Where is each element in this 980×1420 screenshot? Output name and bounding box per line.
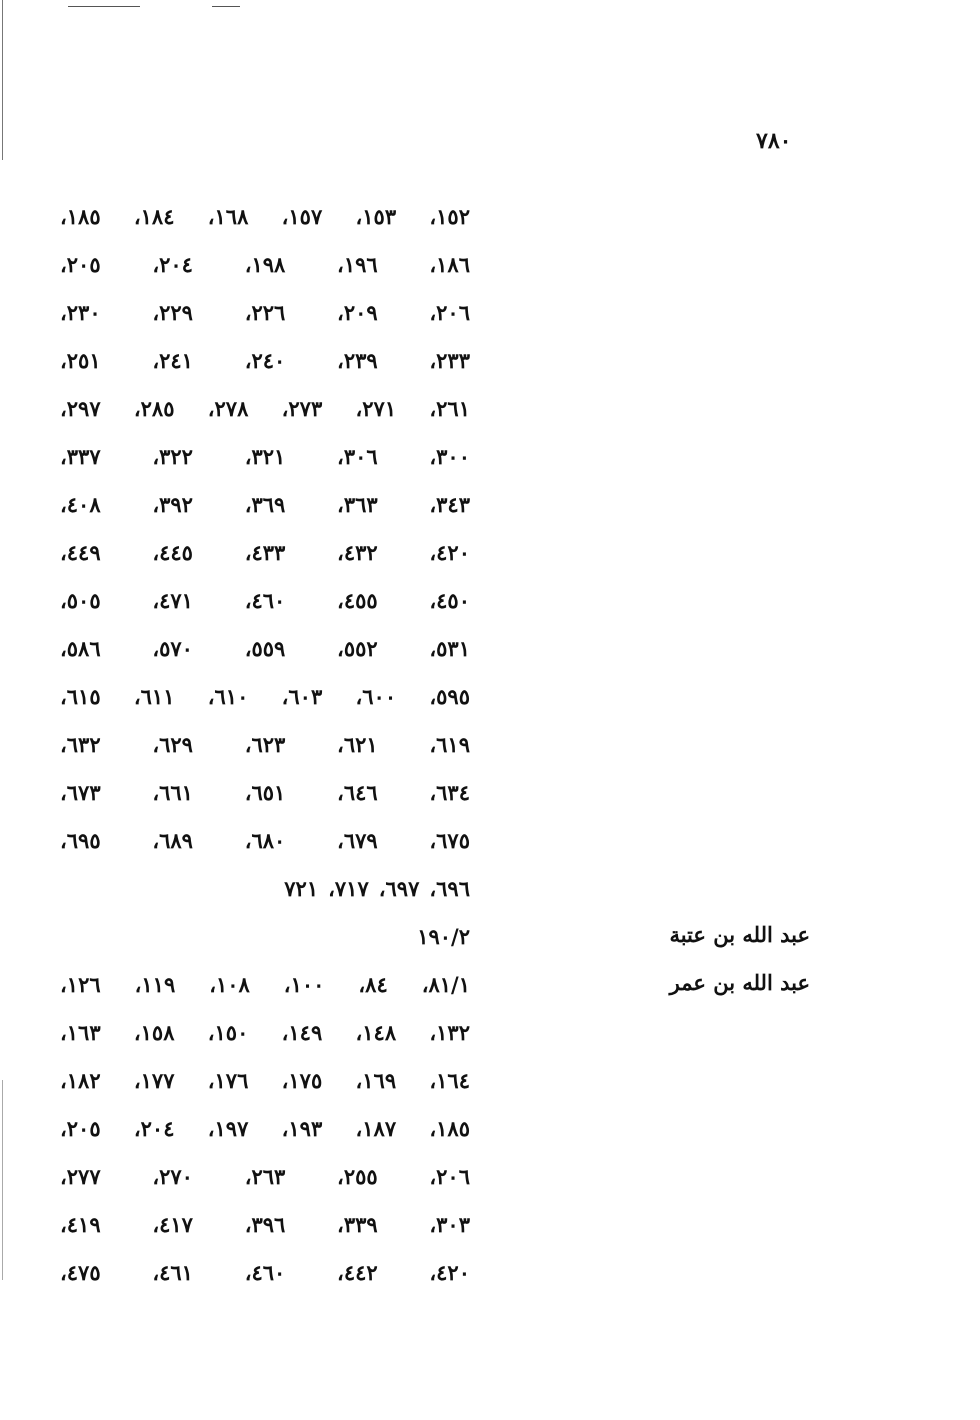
reference-row: [60, 720, 470, 768]
reference-row: [60, 768, 470, 816]
page-reference: ٤٣٢،: [337, 539, 378, 565]
reference-row: [60, 432, 470, 480]
reference-row: [60, 384, 470, 432]
reference-row: [60, 288, 470, 336]
page-reference: ٣٠٠،: [429, 443, 470, 469]
page-reference: ١٤٨،: [355, 1019, 397, 1045]
page-reference: ١٦٩،: [355, 1067, 397, 1093]
page-reference: ٤٥٠،: [429, 587, 470, 613]
reference-row: [60, 192, 470, 240]
page-reference: ٢٨٥،: [133, 395, 175, 421]
entry-references: [60, 912, 470, 960]
page-reference: ٦٢١،: [337, 731, 378, 757]
page-reference: ٦٧٣،: [60, 779, 101, 805]
reference-row: [60, 816, 470, 864]
page-reference: ١٨٦،: [429, 251, 470, 277]
page-reference: ٢٣٣،: [429, 347, 470, 373]
page-reference: ٣٢١،: [244, 443, 286, 469]
reference-row: [60, 336, 470, 384]
page-reference: ٢٥٥،: [337, 1163, 378, 1189]
page-reference: ٦٢٩،: [152, 731, 193, 757]
page-reference: ٥٩٥،: [429, 683, 470, 709]
page-reference: ٧١٧،: [328, 875, 369, 901]
reference-row: [60, 1008, 470, 1056]
page-reference: ٢٦٣،: [244, 1163, 286, 1189]
page-reference: ٦٨٠،: [244, 827, 286, 853]
page-reference: ٣٤٣،: [429, 491, 470, 517]
page-reference: ٢٧٧،: [60, 1163, 101, 1189]
page-reference: ٣٣٩،: [337, 1211, 378, 1237]
page-reference: ١٢٦،: [60, 971, 101, 997]
page-reference: ٤٧١،: [152, 587, 193, 613]
page-reference: ٢٠٦،: [429, 299, 470, 325]
page-reference: ٢٩٧،: [60, 395, 101, 421]
page-reference: ٢٢٩،: [152, 299, 193, 325]
page-reference: ٢٥١،: [60, 347, 101, 373]
page-reference: ٦٥١،: [244, 779, 286, 805]
reference-row: [60, 528, 470, 576]
page-reference: ٤٦١،: [152, 1259, 193, 1285]
page-reference: ٦٧٩،: [337, 827, 378, 853]
page-reference: ٦٠٠،: [355, 683, 397, 709]
page-reference: ١٦٤،: [429, 1067, 470, 1093]
page-edge-line: [2, 0, 3, 160]
page-reference: ٦١٥،: [60, 683, 101, 709]
page-reference: ٤٢٠،: [429, 539, 470, 565]
page-reference: ٤٦٠،: [244, 1259, 286, 1285]
page-reference: ٤١٧،: [152, 1211, 193, 1237]
page-reference: ٦٧٥،: [429, 827, 470, 853]
page-reference: ٦١١،: [133, 683, 175, 709]
page-reference: ٦٨٩،: [152, 827, 193, 853]
page-reference: ١٨٥،: [429, 1115, 470, 1141]
page-reference: ٦١٠،: [207, 683, 249, 709]
page-reference: ١٥٧،: [281, 203, 323, 229]
page-reference: ١٥٨،: [133, 1019, 175, 1045]
page-number: ٧٨٠: [756, 128, 792, 154]
page-reference: ٦١٩،: [429, 731, 470, 757]
page-reference: ٥٠٥،: [60, 587, 101, 613]
page-reference: ٨٤،: [358, 971, 388, 997]
reference-row: [60, 480, 470, 528]
page-reference: ٧٢١: [284, 875, 319, 901]
page-reference: ٦٣٤،: [429, 779, 470, 805]
page-reference: ٢٠٦،: [429, 1163, 470, 1189]
page-reference: ٢٧٠،: [152, 1163, 193, 1189]
page-reference: ٣٦٩،: [244, 491, 286, 517]
page-reference: ١٩٨،: [244, 251, 286, 277]
page-reference: ٦٢٣،: [244, 731, 286, 757]
page-reference: ٦٣٢،: [60, 731, 101, 757]
page-reference: ٢٠٤،: [152, 251, 193, 277]
page-reference: ٤١٩،: [60, 1211, 101, 1237]
entry-references: [60, 192, 470, 912]
page-reference: ١٥٣،: [355, 203, 397, 229]
page-reference: ٦٦١،: [152, 779, 193, 805]
page-reference: ٢٧٣،: [281, 395, 323, 421]
page-reference: ١٧٦،: [207, 1067, 249, 1093]
page-reference: ٦٩٧،: [378, 875, 420, 901]
top-rule-right: [212, 6, 240, 7]
page-reference: ٤٥٥،: [337, 587, 378, 613]
page-reference: ٤٤٩،: [60, 539, 101, 565]
page-reference: ٣٩٦،: [244, 1211, 286, 1237]
page-reference: ١٧٧،: [133, 1067, 175, 1093]
reference-row: [60, 1200, 470, 1248]
page-reference: ٢٦١،: [429, 395, 470, 421]
page-reference: ١٠٠،: [283, 971, 325, 997]
page-reference: ٢٧١،: [355, 395, 397, 421]
page-reference: ٤٠٨،: [60, 491, 101, 517]
page-reference: ٣٩٢،: [152, 491, 193, 517]
page-reference: ١٣٢،: [429, 1019, 470, 1045]
page-reference: ٣٠٦،: [337, 443, 378, 469]
entry-references: [60, 960, 470, 1296]
page-reference: ١٨٢،: [60, 1067, 101, 1093]
page-reference: ١٠٨،: [209, 971, 250, 997]
entry-name: عبد الله بن عتبة: [669, 922, 810, 947]
reference-row: [60, 1152, 470, 1200]
page-reference: ١٦٣،: [60, 1019, 101, 1045]
reference-row: [60, 1248, 470, 1296]
page-reference: ٣٦٣،: [337, 491, 378, 517]
page-reference: ١١٩،: [134, 971, 176, 997]
reference-row: [60, 624, 470, 672]
page-reference: ٦٩٥،: [60, 827, 101, 853]
page-reference: ٣٢٢،: [152, 443, 193, 469]
page-reference: ٤٢٠،: [429, 1259, 470, 1285]
page-reference: ٥٣١،: [429, 635, 470, 661]
reference-row: [60, 912, 470, 960]
reference-row: [60, 864, 470, 912]
reference-row: [60, 672, 470, 720]
page-reference: ٦٩٦،: [429, 875, 470, 901]
page-reference: ٤٦٠،: [244, 587, 286, 613]
page-reference: ٣٣٧،: [60, 443, 101, 469]
top-rule-left: [68, 6, 140, 7]
page-reference: ١٤٩،: [281, 1019, 323, 1045]
page-reference: ٢٣٠،: [60, 299, 101, 325]
entry-name: عبد الله بن عمر: [669, 970, 810, 995]
page-reference: ١٧٥،: [281, 1067, 323, 1093]
page-reference: ١٥٢،: [429, 203, 470, 229]
page-reference: ١٥٠،: [207, 1019, 249, 1045]
page-reference: ١٩٧،: [207, 1115, 249, 1141]
page-reference: ٢٧٨،: [207, 395, 249, 421]
page-reference: ٢٠٥،: [60, 1115, 101, 1141]
page-reference: ٤٣٣،: [244, 539, 286, 565]
page-reference: ٤٤٢،: [337, 1259, 378, 1285]
page-reference: ٥٥٢،: [337, 635, 378, 661]
page-reference: ١٩٣،: [281, 1115, 323, 1141]
page-reference: ٢٤٠،: [244, 347, 286, 373]
page-reference: ١٦٨،: [207, 203, 249, 229]
page-reference: ١٩٠/٢: [417, 923, 470, 949]
page-reference: ١٨٤،: [133, 203, 175, 229]
reference-row: [60, 1104, 470, 1152]
page-reference: ٥٥٩،: [244, 635, 286, 661]
page-reference: ٢٠٩،: [337, 299, 378, 325]
page-reference: ٤٤٥،: [152, 539, 193, 565]
reference-row: [60, 576, 470, 624]
page-reference: ٢٢٦،: [244, 299, 286, 325]
page-reference: ٢٣٩،: [337, 347, 378, 373]
page-reference: ٦٠٣،: [281, 683, 323, 709]
page-reference: ١٨٥،: [60, 203, 101, 229]
page-reference: ١٨٧،: [355, 1115, 397, 1141]
page-reference: ٦٤٦،: [337, 779, 378, 805]
page-edge-line-lower: [2, 1080, 3, 1280]
reference-row: [60, 960, 470, 1008]
page-reference: ٤٧٥،: [60, 1259, 101, 1285]
page-reference: ١٩٦،: [337, 251, 378, 277]
page-reference: ٨١/١،: [421, 971, 470, 997]
reference-row: [60, 1056, 470, 1104]
page-reference: ٢٠٤،: [133, 1115, 175, 1141]
reference-row: [60, 240, 470, 288]
page-reference: ٥٧٠،: [152, 635, 193, 661]
page-reference: ٥٨٦،: [60, 635, 101, 661]
page-reference: ٢٤١،: [152, 347, 193, 373]
page-reference: ٢٠٥،: [60, 251, 101, 277]
page-reference: ٣٠٣،: [429, 1211, 470, 1237]
